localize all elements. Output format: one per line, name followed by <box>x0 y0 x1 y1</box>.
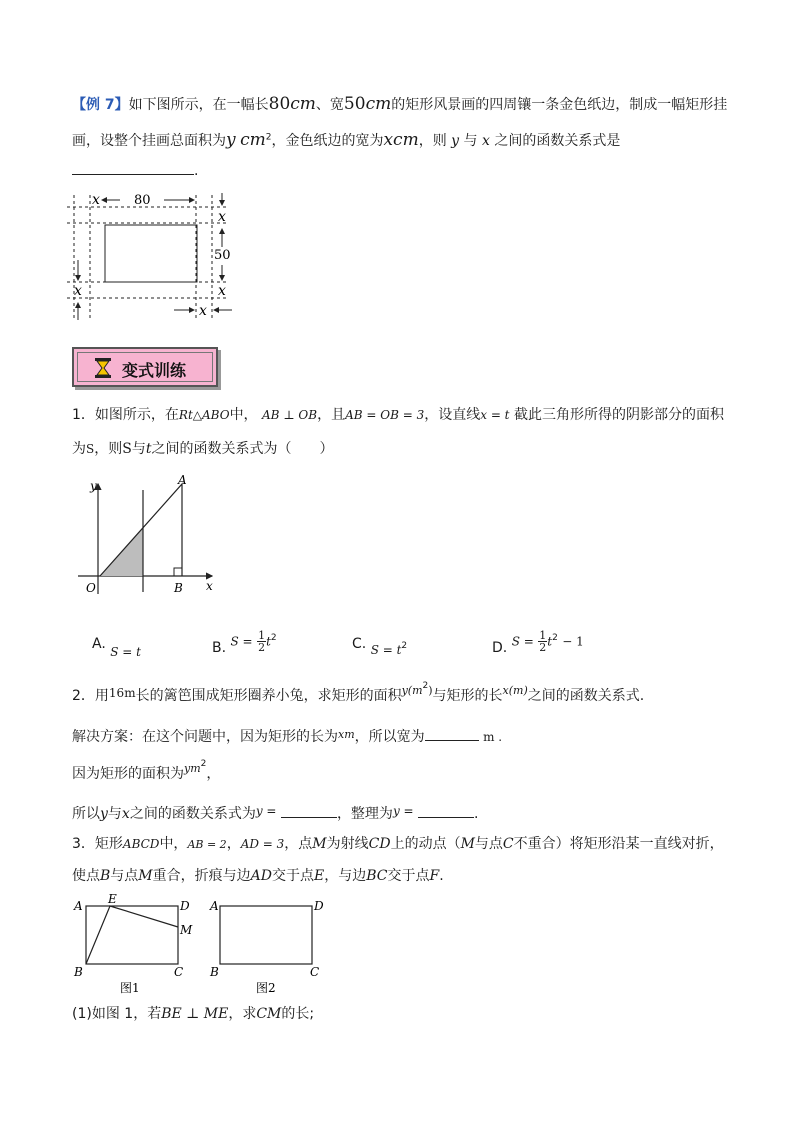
label-x-top: x <box>92 192 100 208</box>
label-50: 50 <box>214 248 231 263</box>
svg-text:B: B <box>210 965 219 979</box>
label-x-right-top: x <box>218 209 226 225</box>
svg-text:B: B <box>174 581 183 595</box>
q3-line1: 3．矩形ABCD中，AB = 2，AD = 3，点M为射线CD上的动点（M与点C不重合）将矩形沿某一直线对折， <box>72 836 724 852</box>
svg-text:D: D <box>314 899 324 913</box>
svg-text:C: C <box>174 965 184 979</box>
svg-text:M: M <box>180 923 193 937</box>
svg-text:O: O <box>86 581 96 595</box>
label-x-bottom: x <box>199 303 207 319</box>
width-blank[interactable] <box>425 726 479 741</box>
figure-1-caption: 图1 <box>120 981 140 995</box>
rect-abcd-fig1 <box>86 906 178 964</box>
rect-abcd-fig2 <box>220 906 312 964</box>
svg-text:D: D <box>180 899 190 913</box>
banner-title: 变式训练 <box>122 361 187 380</box>
figure-2-caption: 图2 <box>256 981 276 995</box>
figure-1 <box>70 894 200 996</box>
option-b[interactable]: B. S = $\frac{1}{2}$ $t^2$ <box>212 629 277 656</box>
fold-lines <box>86 906 178 964</box>
q2-solution-line: 解决方案：在这个问题中，因为矩形的长为$^{xm}$，所以宽为 m . <box>72 728 503 745</box>
q3-sub1: (1)如图 1，若BE ⊥ ME，求CM的长; <box>72 1006 315 1022</box>
option-c[interactable]: C. $S = t^2$ <box>352 636 408 657</box>
frame-figure <box>62 185 242 325</box>
example7-answer-blank: . <box>72 160 198 181</box>
svg-text:A: A <box>210 899 219 913</box>
label-x-left: x <box>74 283 82 299</box>
practice-banner <box>72 347 218 387</box>
option-d[interactable]: D. S = $\frac{1}{2}$ $t^2 - 1$ <box>492 629 584 656</box>
svg-text:B: B <box>74 965 83 979</box>
label-80: 80 <box>134 193 151 208</box>
simplified-blank[interactable] <box>418 803 474 818</box>
example7-line2: 画，设整个挂画总面积为y $cm^2$，金色纸边的宽为xcm，则 y 与 x 之间的函数关系式是 <box>72 130 621 150</box>
svg-text:x: x <box>206 579 213 593</box>
q1-line2: 为S，则S与t之间的函数关系式为（ ） <box>72 441 334 457</box>
triangle-figure <box>70 472 220 602</box>
option-a[interactable]: A. S = t <box>92 636 141 659</box>
q2-area-line: 因为矩形的面积为$^{ym2}$， <box>72 759 221 782</box>
hourglass-icon <box>94 358 112 378</box>
q3-line2: 使点B与点M重合，折痕与边AD交于点E，与边BC交于点F. <box>72 868 444 884</box>
painting-rect <box>105 225 197 282</box>
svg-text:E: E <box>108 894 117 906</box>
example-tag: 【例 7】 <box>72 97 129 113</box>
label-x-right-bottom: x <box>218 283 226 299</box>
svg-text:y: y <box>90 479 97 493</box>
right-angle-mark <box>174 568 182 576</box>
svg-text:A: A <box>178 473 187 487</box>
q2-relation-line: 所以y与x之间的函数关系式为y = ，整理为y = . <box>72 804 479 822</box>
relation-blank[interactable] <box>281 803 337 818</box>
q1-line1: 1．如图所示，在Rt△ABO中， AB ⊥ OB，且AB = OB = 3，设直线x = t 截此三角形所得的阴影部分的面积 <box>72 407 724 423</box>
example7-line1: 【例 7】如下图所示，在一幅长80cm、宽50cm的矩形风景画的四周镶一条金色纸边，制成一幅矩形挂 <box>72 94 728 114</box>
svg-text:C: C <box>310 965 320 979</box>
figure-2 <box>206 894 336 996</box>
svg-text:A: A <box>74 899 83 913</box>
q2-line1: 2．用16m长的篱笆围成矩形圈养小兔，求矩形的面积$^{y(m2)}$与矩形的长$^{x(m)}$之间的函数关系式. <box>72 681 645 704</box>
